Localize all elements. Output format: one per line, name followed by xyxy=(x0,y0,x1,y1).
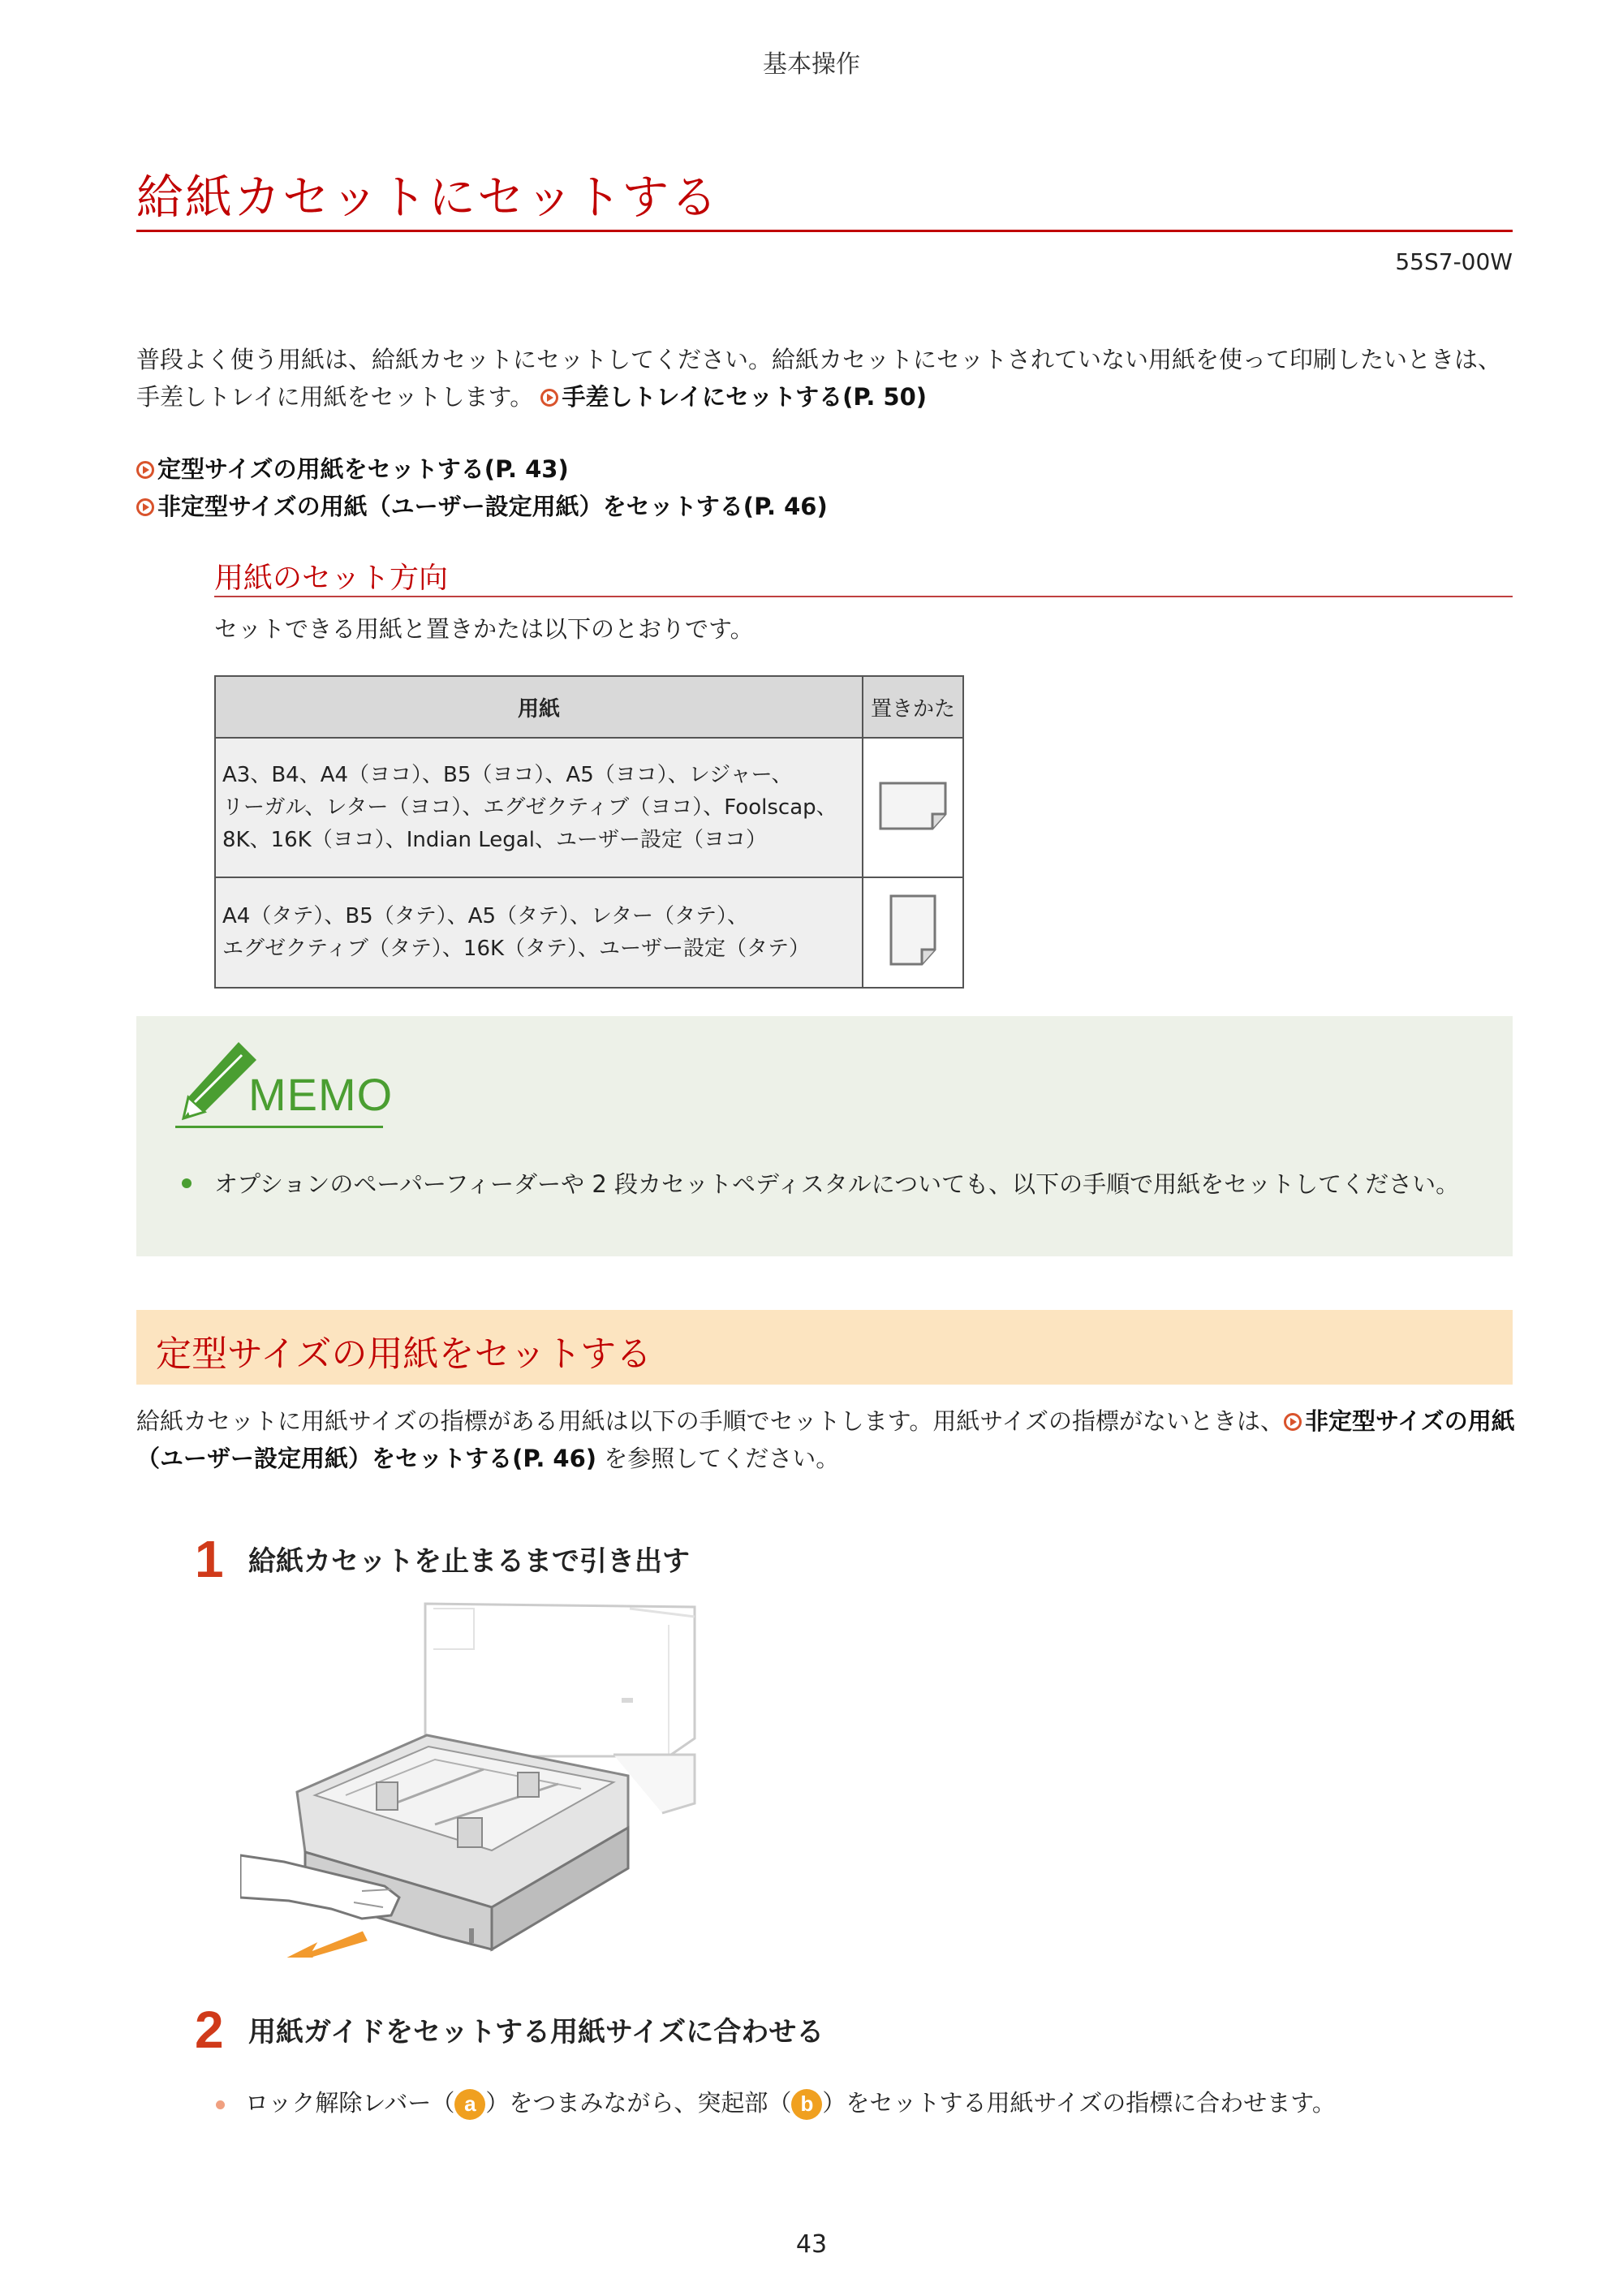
memo-underline xyxy=(175,1126,383,1128)
memo-bullet xyxy=(182,1178,192,1188)
callout-b-badge: b xyxy=(791,2089,822,2120)
step-number: 1 xyxy=(195,1530,224,1588)
orientation-heading-rule xyxy=(214,596,1513,597)
page-number: 43 xyxy=(795,2230,828,2259)
link-arrow-icon xyxy=(136,461,154,479)
landscape-paper-icon xyxy=(863,738,963,877)
memo-box xyxy=(136,1016,1513,1256)
section-paragraph: 給紙カセットに用紙サイズの指標がある用紙は以下の手順でセットします。用紙サイズの指標がないときは、 非定型サイズの用紙（ユーザー設定用紙）をセットする(P. 46) を参照してください。 xyxy=(136,1407,1515,1472)
step-bullet xyxy=(216,2100,225,2109)
portrait-paper-icon xyxy=(863,877,963,988)
section-heading: 定型サイズの用紙をセットする xyxy=(156,1333,652,1375)
document-id: 55S7-00W xyxy=(1395,248,1513,275)
running-header: 基本操作 xyxy=(763,50,860,79)
step-number: 2 xyxy=(195,2001,224,2059)
custom-size-link[interactable]: 非定型サイズの用紙（ユーザー設定用紙）をセットする(P. 46) xyxy=(136,1407,1515,1472)
orientation-heading: 用紙のセット方向 xyxy=(214,562,449,595)
step-instruction: ロック解除レバー（ a ）をつまみながら、突起部（ b ）をセットする用紙サイズの指標に合わせます。 xyxy=(245,2084,1336,2122)
intro-text: 普段よく使う用紙は、給紙カセットにセットしてください。給紙カセットにセットされていない用紙を使って印刷したいときは、手差しトレイに用紙をセットします。 xyxy=(136,346,1502,411)
table-cell-paper: A3、B4、A4（ヨコ）、B5（ヨコ）、A5（ヨコ）、レジャー、 リーガル、レター（ヨコ）、エグゼクティブ（ヨコ）、Foolscap、 8K、16K（ヨコ）、Indian Legal、ユーザー設定（ヨコ） xyxy=(215,738,863,877)
column-header-paper: 用紙 xyxy=(215,676,863,738)
intro-paragraph xyxy=(136,341,1516,416)
link-standard-size[interactable]: 定型サイズの用紙をセットする(P. 43) xyxy=(136,450,828,488)
table-row xyxy=(215,877,963,988)
callout-a-badge: a xyxy=(454,2089,485,2120)
section-links xyxy=(136,450,828,525)
manual-feed-link[interactable]: 手差しトレイにセットする(P. 50) xyxy=(540,383,927,411)
link-arrow-icon xyxy=(1284,1413,1302,1431)
link-arrow-icon xyxy=(540,389,558,407)
paper-orientation-table xyxy=(214,675,964,989)
page-title: 給紙カセットにセットする xyxy=(136,170,720,225)
table-row xyxy=(215,738,963,877)
orientation-text: セットできる用紙と置きかたは以下のとおりです。 xyxy=(214,615,754,643)
link-arrow-icon xyxy=(136,498,154,516)
cassette-pull-illustration xyxy=(240,1600,711,1961)
step-title: 給紙カセットを止まるまで引き出す xyxy=(248,1545,690,1578)
step-title: 用紙ガイドをセットする用紙サイズに合わせる xyxy=(248,2016,824,2048)
title-rule xyxy=(136,230,1513,232)
memo-label: MEMO xyxy=(248,1069,394,1120)
table-cell-paper: A4（タテ）、B5（タテ）、A5（タテ）、レター（タテ）、 エグゼクティブ（タテ）、16K（タテ）、ユーザー設定（タテ） xyxy=(215,877,863,988)
table-header-row xyxy=(215,676,963,738)
column-header-placement: 置きかた xyxy=(863,676,963,738)
link-custom-size[interactable]: 非定型サイズの用紙（ユーザー設定用紙）をセットする(P. 46) xyxy=(136,488,828,525)
memo-text: オプションのペーパーフィーダーや 2 段カセットペディスタルについても、以下の手順で用紙をセットしてください。 xyxy=(214,1170,1460,1198)
